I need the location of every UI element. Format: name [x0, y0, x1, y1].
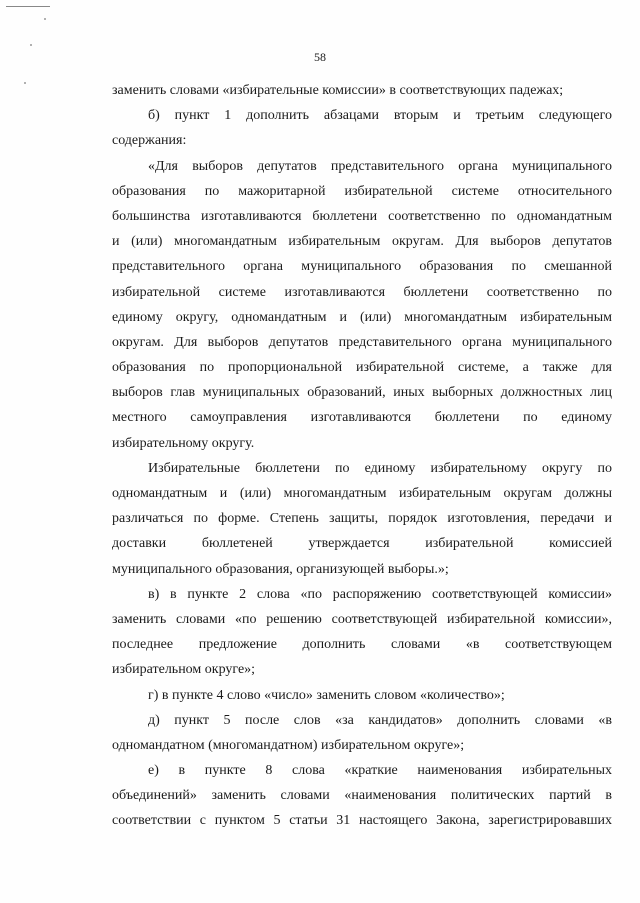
text-line: заменить словами «по решению соответствующей избирательной комиссии»,	[112, 611, 612, 627]
text-line: Избирательные бюллетени по единому избирательному округу по	[148, 460, 612, 476]
text-line: округам. Для выборов депутатов представительного органа муниципального	[112, 334, 612, 350]
text-line: образования по пропорциональной избирательной системе, а также для	[112, 360, 612, 376]
text-line: соответствии с пунктом 5 статьи 31 настоящего Закона, зарегистрировавших	[112, 813, 612, 829]
text-line: в) в пункте 2 слова «по распоряжению соответствующей комиссии»	[148, 586, 612, 602]
text-line: и (или) многомандатным избирательным округам. Для выборов депутатов	[112, 234, 612, 250]
text-line: одномандатным и (или) многомандатным избирательным округам должны	[112, 486, 612, 501]
text-line: г) в пункте 4 слово «число» заменить словом «количество»;	[148, 687, 505, 703]
text-line: представительного органа муниципального образования по смешанной	[112, 259, 612, 275]
text-line: содержания:	[112, 133, 187, 149]
text-line: доставки бюллетеней утверждается избирательной комиссией	[112, 536, 612, 552]
text-line: различаться по форме. Степень защиты, порядок изготовления, передачи и	[112, 511, 612, 527]
text-line: выборов глав муниципальных образований, иных выборных должностных лиц	[112, 385, 612, 401]
document-body	[112, 78, 612, 834]
text-line: избирательном округе»;	[112, 662, 256, 678]
text-line: «Для выборов депутатов представительного органа муниципального	[148, 158, 612, 174]
scan-artifact-dot	[44, 18, 46, 20]
text-line: большинства изготавливаются бюллетени соответственно по одномандатным	[112, 208, 612, 224]
text-line: д) пункт 5 после слов «за кандидатов» дополнить словами «в	[148, 712, 612, 728]
text-line: последнее предложение дополнить словами «в соответствующем	[112, 637, 612, 653]
text-line: муниципального образования, организующей выборы.»;	[112, 561, 449, 577]
text-line: избирательной системе изготавливаются бюллетени соответственно по	[112, 284, 612, 300]
text-line: заменить словами «избирательные комиссии» в соответствующих падежах;	[112, 83, 564, 98]
text-line: объединений» заменить словами «наименования политических партий в	[112, 788, 612, 804]
scan-artifact-line	[6, 6, 50, 7]
text-line: б) пункт 1 дополнить абзацами вторым и третьим следующего	[148, 108, 612, 124]
text-line: е) в пункте 8 слова «краткие наименования избирательных	[148, 763, 612, 779]
scan-artifact-dot	[30, 44, 32, 46]
text-line: избирательному округу.	[112, 435, 255, 451]
page-number: 58	[314, 50, 326, 64]
text-line: образования по мажоритарной избирательной системе относительного	[112, 183, 612, 199]
text-line: местного самоуправления изготавливаются бюллетени по единому	[112, 410, 612, 426]
text-line: единому округу, одномандатным и (или) многомандатным избирательным	[112, 309, 612, 325]
scan-artifact-dot	[24, 82, 26, 84]
text-line: одномандатном (многомандатном) избирательном округе»;	[112, 737, 465, 753]
